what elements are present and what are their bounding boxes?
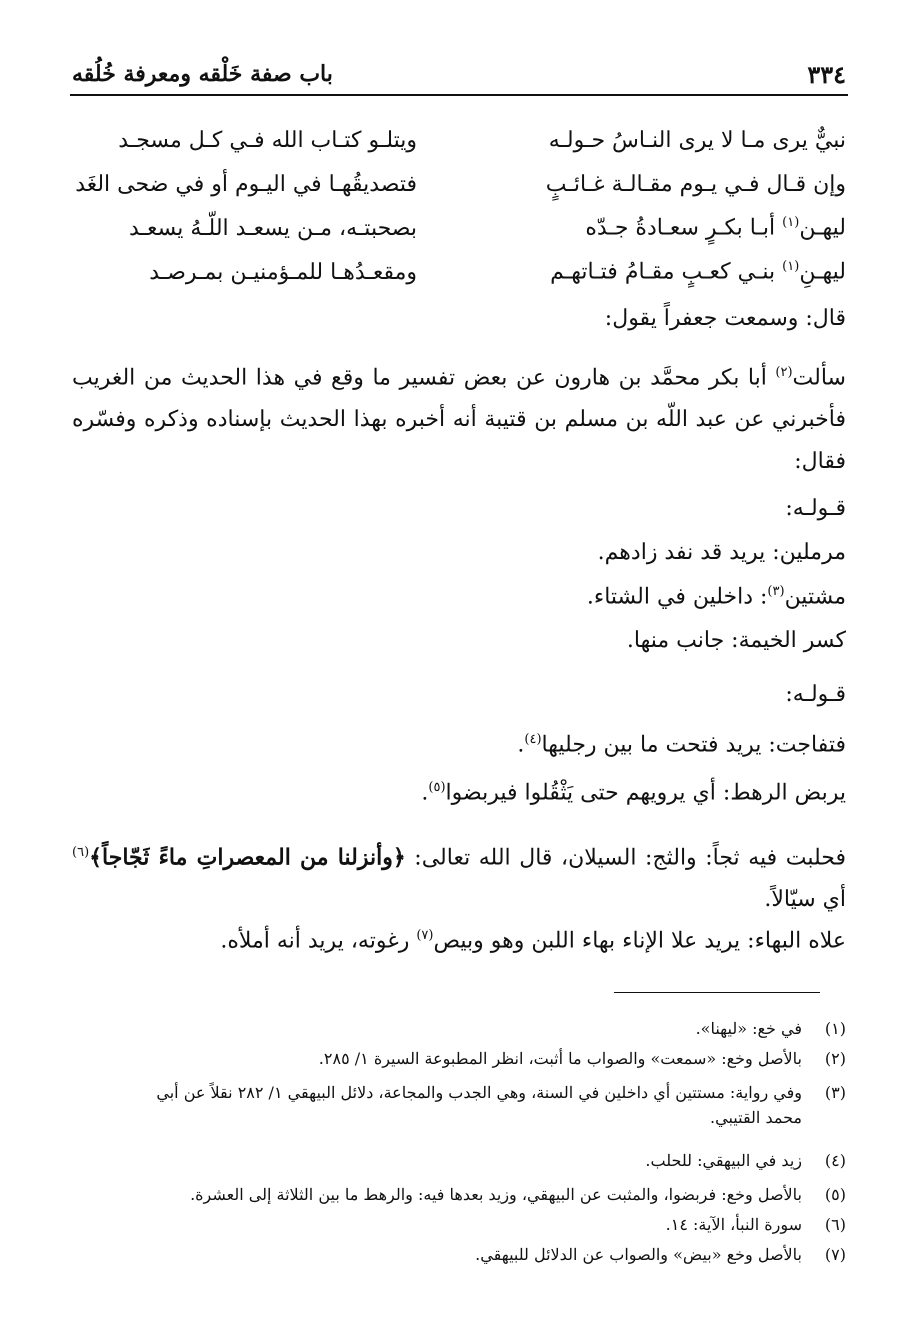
poem-verse	[72, 162, 846, 206]
section-heading: قـولـه:	[785, 682, 846, 707]
gloss-meaning: : داخلين في الشتاء.	[586, 584, 768, 610]
gloss-paragraph	[72, 832, 846, 921]
quran-verse: ﴿وأنزلنا من المعصراتِ ماءً ثَجّاجاً﴾	[89, 844, 406, 871]
gloss-end: .	[517, 732, 525, 758]
second-hemistich: فتصديقُهـا في اليـوم أو في ضحى الغَد	[75, 171, 417, 197]
gloss-text: فتفاجت: يريد فتحت ما بين رجليها	[541, 732, 846, 758]
gloss-entry: كسر الخيمة: جانب منها.	[626, 628, 846, 653]
footnote-text: وفي رواية: مستتين أي داخلين في السنة، وهي الجدب والمجاعة، دلائل البيهقي ١/ ٢٨٢ نقلاً عن أبي	[156, 1083, 802, 1102]
gloss-entry	[517, 732, 846, 757]
gloss-entry	[587, 584, 846, 609]
hemistich-rest: بنـي كعـبٍ مقـامُ فتـاتهـم	[550, 259, 783, 285]
footnote-divider	[614, 992, 820, 993]
gloss-end: .	[421, 780, 429, 806]
footnote-number: (٢)	[824, 1049, 846, 1068]
footnote-ref: (٤)	[524, 732, 542, 747]
footnote-ref: (٣)	[767, 584, 785, 599]
first-hemistich	[501, 259, 846, 284]
poem-verse	[72, 206, 846, 250]
footnote-text: في خع: «ليهنا».	[695, 1019, 802, 1038]
gloss-text: فحلبت فيه ثجاً: والثج: السيلان، قال الله تعالى:	[405, 845, 846, 871]
poem-verse	[72, 250, 846, 294]
para-start: سألت	[792, 365, 846, 391]
footnote-ref: (٥)	[428, 780, 446, 795]
header-divider	[70, 94, 848, 96]
gloss-entry	[220, 928, 846, 953]
gloss-end: رغوته، يريد أنه أملأه.	[220, 928, 417, 954]
footnote-number: (١)	[824, 1019, 846, 1038]
footnote-ref: (٦)	[72, 845, 90, 860]
section-heading: قـولـه:	[785, 496, 846, 521]
first-hemistich: نبيٌّ يرى مـا لا يرى النـاسُ حـولـه	[548, 127, 846, 153]
poem-verse	[72, 118, 846, 162]
footnote-text: بالأصل وخع: فربضوا، والمثبت عن البيهقي، وزيد بعدها فيه: والرهط ما بين الثلاثة إلى العشرة.	[190, 1185, 802, 1204]
footnote-text: زيد في البيهقي: للحلب.	[645, 1151, 802, 1170]
footnote-ref: (١)	[782, 215, 800, 231]
gloss-term: مشتين	[784, 584, 846, 610]
footnote-text: بالأصل وخع «بيض» والصواب عن الدلائل للبيهقي.	[475, 1245, 802, 1264]
page-number: ٣٣٤	[807, 59, 846, 89]
footnote	[72, 1242, 846, 1267]
gloss-entry	[421, 780, 846, 805]
footnote	[72, 1212, 846, 1237]
hemistich-start: ليهـن	[799, 215, 846, 241]
footnote	[72, 1016, 846, 1041]
footnote-number: (٧)	[824, 1245, 846, 1264]
gloss-end: أي سيّالاً.	[764, 887, 846, 913]
footnote-number: (٦)	[824, 1215, 846, 1234]
footnote	[72, 1148, 846, 1173]
footnote-ref: (٧)	[416, 928, 434, 943]
second-hemistich: ومقعـدُهـا للمـؤمنيـن بمـرصـد	[149, 259, 417, 285]
second-hemistich: بصحبتـه، مـن يسعـد اللّـهُ يسعـد	[128, 215, 417, 241]
footnote-ref: (١)	[782, 259, 800, 275]
chapter-title: باب صفة خَلْقه ومعرفة خُلُقه	[72, 61, 333, 87]
page-header	[72, 56, 846, 92]
first-hemistich: وإن قـال فـي يـوم مقـالـة غـائـبٍ	[545, 171, 846, 197]
hemistich-rest: أبـا بكـرٍ سعـادةُ جـدّه	[585, 215, 783, 241]
narration-line: قال: وسمعت جعفراً يقول:	[604, 306, 846, 331]
footnote-number: (٥)	[824, 1185, 846, 1204]
gloss-entry: مرملين: يريد قد نفد زادهم.	[597, 540, 846, 565]
footnote-ref: (٢)	[775, 365, 793, 380]
first-hemistich	[501, 215, 846, 240]
second-hemistich: ويتلـو كتـاب الله فـي كـل مسجـد	[118, 127, 417, 153]
para-rest: أبا بكر محمَّد بن هارون عن بعض تفسير ما وقع في هذا الحديث من الغريب فأخبرني عن عبد اللّه بن مسلم بن قتيبة أنه أخبره بهذا الحديث بإسناده وذكره وفسّره فقال:	[72, 365, 846, 475]
gloss-text: يربض الرهط: أي يرويهم حتى يَثْقُلوا فيربضوا	[445, 780, 846, 806]
footnote-number: (٤)	[824, 1151, 846, 1170]
footnote	[72, 1046, 846, 1071]
narration-paragraph	[72, 352, 846, 483]
footnote-text: بالأصل وخع: «سمعت» والصواب ما أثبت، انظر المطبوعة السيرة ١/ ٢٨٥.	[318, 1049, 802, 1068]
footnote-text: سورة النبأ، الآية: ١٤.	[665, 1215, 802, 1234]
footnote-continuation: محمد القتيبي.	[710, 1108, 802, 1127]
gloss-text: علاه البهاء: يريد علا الإناء بهاء اللبن وهو وبيص	[433, 928, 846, 954]
hemistich-start: ليهـنِ	[799, 259, 846, 285]
footnote	[72, 1182, 846, 1207]
footnote-number: (٣)	[824, 1083, 846, 1102]
footnote	[72, 1080, 846, 1130]
poem	[72, 118, 846, 294]
